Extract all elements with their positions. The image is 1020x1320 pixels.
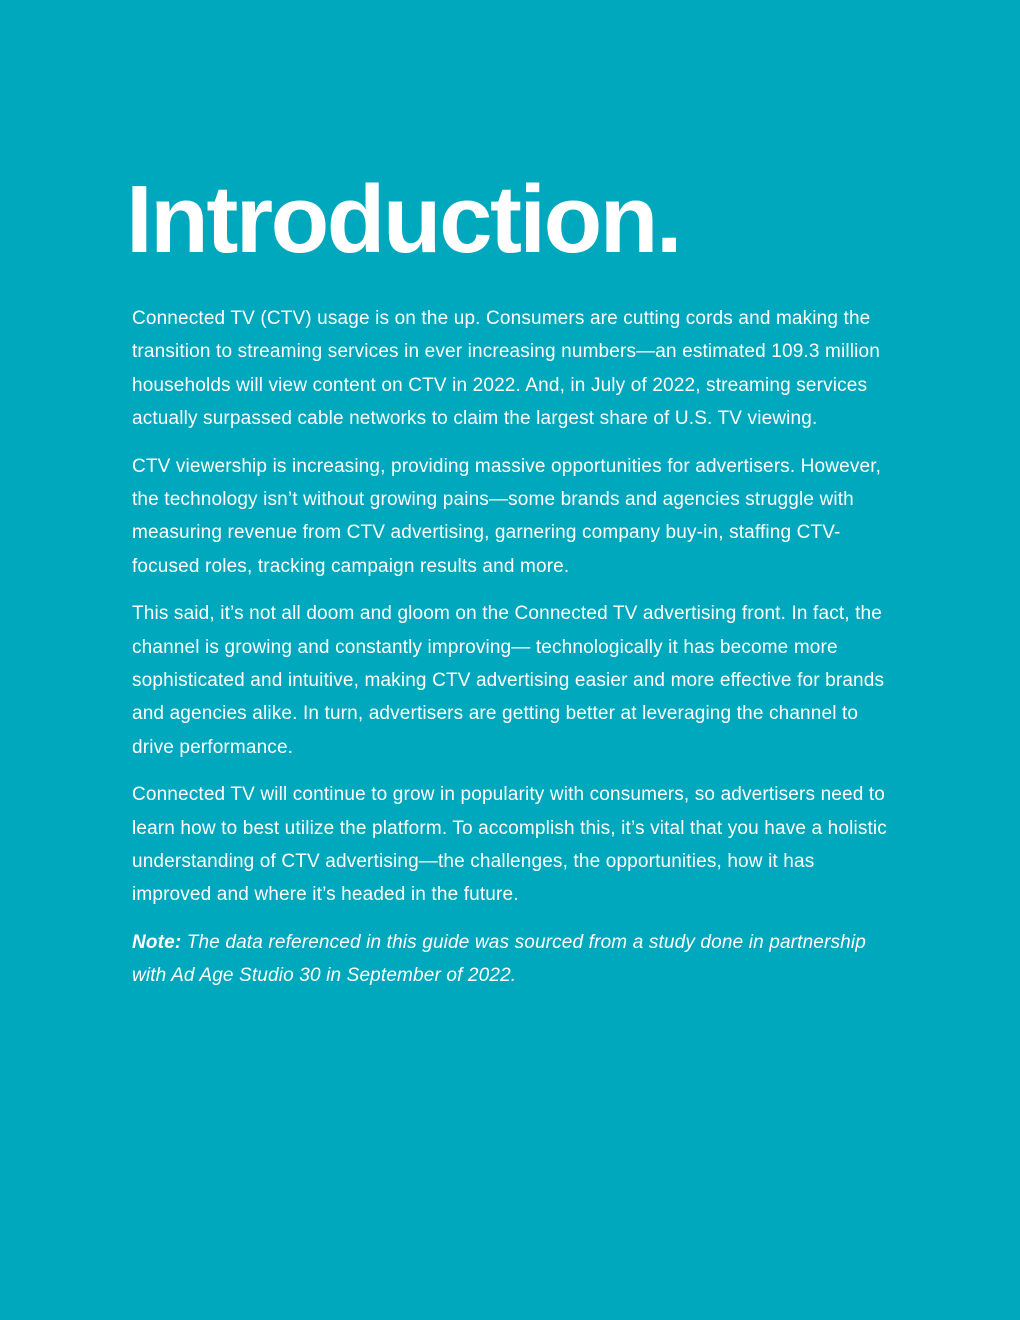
intro-paragraph-3: This said, it’s not all doom and gloom on the Connected TV advertising front. In fact, the channel is growing and constantly improving— technologically it has become more sophisticated and intuitive, making CTV advertising easier and more effective for brands and agencies alike. In turn, advertisers are getting better at leveraging the channel to drive performance. [132, 603, 885, 758]
intro-paragraph-1: Connected TV (CTV) usage is on the up. Consumers are cutting cords and making the transition to streaming services in ever increasing numbers—an estimated 109.3 million households will view content on CTV in 2022. And, in July of 2022, streaming services actually surpassed cable networks to claim the largest share of U.S. TV viewing. [132, 308, 880, 429]
content-column [126, 166, 892, 993]
intro-paragraph-2: CTV viewership is increasing, providing massive opportunities for advertisers. However, the technology isn’t without growing pains—some brands and agencies struggle with measuring revenue from CTV advertising, garnering company buy-in, staffing CTV-focused roles, tracking campaign results and more. [132, 455, 882, 577]
note-text: The data referenced in this guide was sourced from a study done in partnership with Ad Age Studio 30 in September of 2022. [132, 932, 866, 987]
note-label: Note: [132, 932, 182, 954]
note [132, 926, 892, 993]
intro-paragraph-4: Connected TV will continue to grow in popularity with consumers, so advertisers need to learn how to best utilize the platform. To accomplish this, it’s vital that you have a holistic understanding of CTV advertising—the challenges, the opportunities, how it has improved and where it’s headed in the future. [132, 784, 887, 906]
page-title: Introduction. [126, 166, 681, 273]
